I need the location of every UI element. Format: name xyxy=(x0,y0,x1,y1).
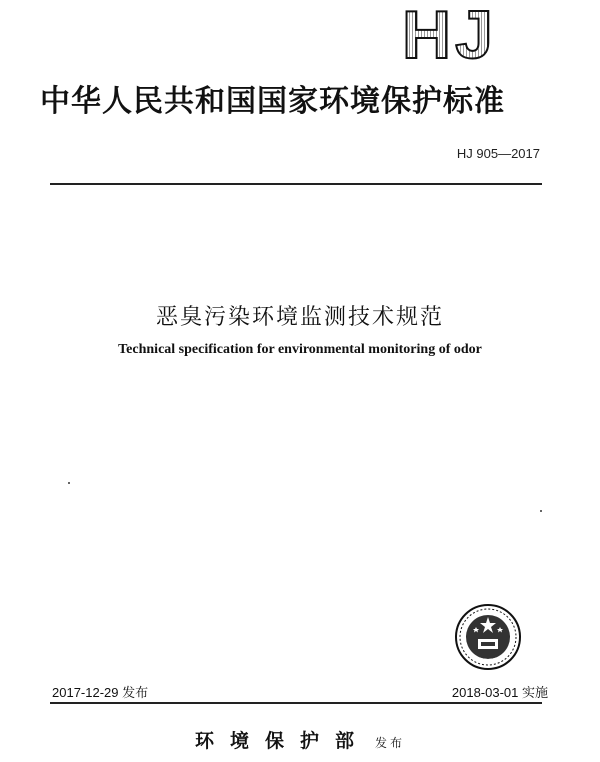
hj-logo xyxy=(400,2,535,62)
publisher-line xyxy=(0,726,600,753)
issue-date: 2017-12-29 发布 xyxy=(52,685,149,700)
publisher-verb: 发布 xyxy=(375,736,406,750)
scan-speck xyxy=(540,510,542,512)
scan-speck xyxy=(68,482,70,484)
top-divider xyxy=(50,183,542,185)
bottom-divider xyxy=(50,702,542,704)
national-emblem-icon xyxy=(454,603,522,671)
hj-logo-text: HJ xyxy=(402,2,497,62)
document-title-en: Technical specification for environmental monitoring of odor xyxy=(118,342,482,357)
effective-date: 2018-03-01 实施 xyxy=(451,685,548,700)
document-title-cn: 恶臭污染环境监测技术规范 xyxy=(155,305,444,330)
publisher-name: 环境保护部 xyxy=(194,730,370,752)
standard-number: HJ 905—2017 xyxy=(456,146,540,161)
issuing-authority-title: 中华人民共和国国家环境保护标准 xyxy=(40,84,505,119)
